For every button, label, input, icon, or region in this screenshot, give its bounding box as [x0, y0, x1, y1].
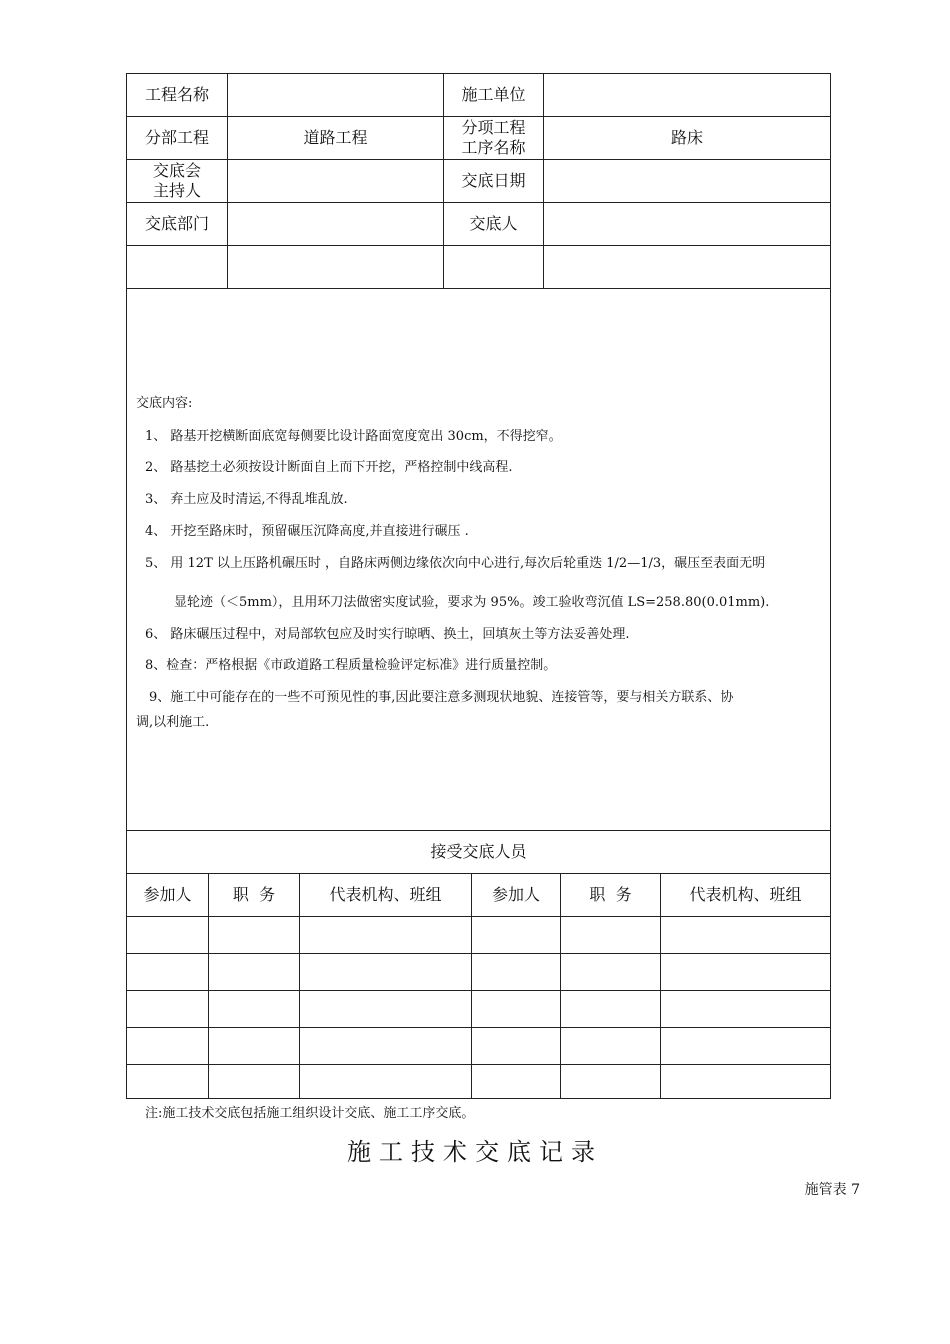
content-item-5: 5、 用 12T 以上压路机碾压时 ，自路床两侧边缘依次向中心进行,每次后轮重迭 1/2—1/3，碾压至表面无明	[145, 556, 766, 571]
col-position-1: 职 务	[232, 885, 276, 904]
label-subitem	[444, 117, 543, 159]
label-project-name: 工程名称	[144, 85, 209, 104]
page-title: 施工技术交底记录	[347, 1138, 603, 1166]
value-subitem: 路床	[670, 128, 703, 147]
value-construction-unit	[544, 74, 830, 116]
value-project-name	[228, 74, 443, 116]
col-participant-2: 参加人	[491, 885, 540, 904]
col-organization-2: 代表机构、班组	[689, 885, 802, 904]
label-subitem-line1: 分项工程	[461, 118, 526, 137]
label-presenter: 交底人	[469, 214, 518, 233]
content-item-9-cont: 调,以利施工.	[136, 715, 210, 730]
col-organization-1: 代表机构、班组	[329, 885, 442, 904]
label-division: 分部工程	[144, 128, 209, 147]
content-item-1: 1、 路基开挖横断面底宽每侧要比设计路面宽度宽出 30cm，不得挖窄。	[145, 429, 562, 444]
content-item-4: 4、 开挖至路床时，预留碾压沉降高度,并直接进行碾压 .	[145, 524, 469, 539]
content-item-9: 9、施工中可能存在的一些不可预见性的事,因此要注意多测现状地貌、连接管等，要与相关方联系、协	[149, 690, 734, 705]
form-code: 施管表 7	[804, 1182, 860, 1198]
label-host-line1: 交底会	[152, 161, 201, 180]
content-item-5-cont: 显轮迹（＜5mm），且用环刀法做密实度试验，要求为 95%。竣工验收弯沉值 LS=258.80(0.01mm).	[174, 595, 770, 610]
label-construction-unit: 施工单位	[461, 85, 526, 104]
label-department: 交底部门	[144, 214, 209, 233]
label-date: 交底日期	[461, 171, 526, 190]
col-position-2: 职 务	[589, 885, 632, 904]
value-division: 道路工程	[303, 128, 368, 147]
value-presenter	[544, 203, 830, 245]
content-heading: 交底内容:	[136, 396, 193, 411]
value-department	[228, 203, 443, 245]
content-item-8: 8、检查：严格根据《市政道路工程质量检验评定标准》进行质量控制。	[145, 658, 557, 673]
value-host	[228, 160, 443, 202]
footer-note: 注:施工技术交底包括施工组织设计交底、施工工序交底。	[145, 1106, 475, 1121]
label-host-line2: 主持人	[152, 181, 201, 200]
content-item-2: 2、 路基挖土必须按设计断面自上而下开挖，严格控制中线高程.	[145, 460, 513, 475]
content-item-3: 3、 弃土应及时清运,不得乱堆乱放.	[145, 492, 348, 507]
content-item-6: 6、 路床碾压过程中，对局部软包应及时实行晾晒、换土，回填灰土等方法妥善处理.	[145, 627, 630, 642]
label-host	[127, 160, 227, 202]
value-date	[544, 160, 830, 202]
recipients-title: 接受交底人员	[430, 842, 527, 861]
col-participant-1: 参加人	[143, 885, 192, 904]
label-subitem-line2: 工序名称	[461, 138, 526, 157]
